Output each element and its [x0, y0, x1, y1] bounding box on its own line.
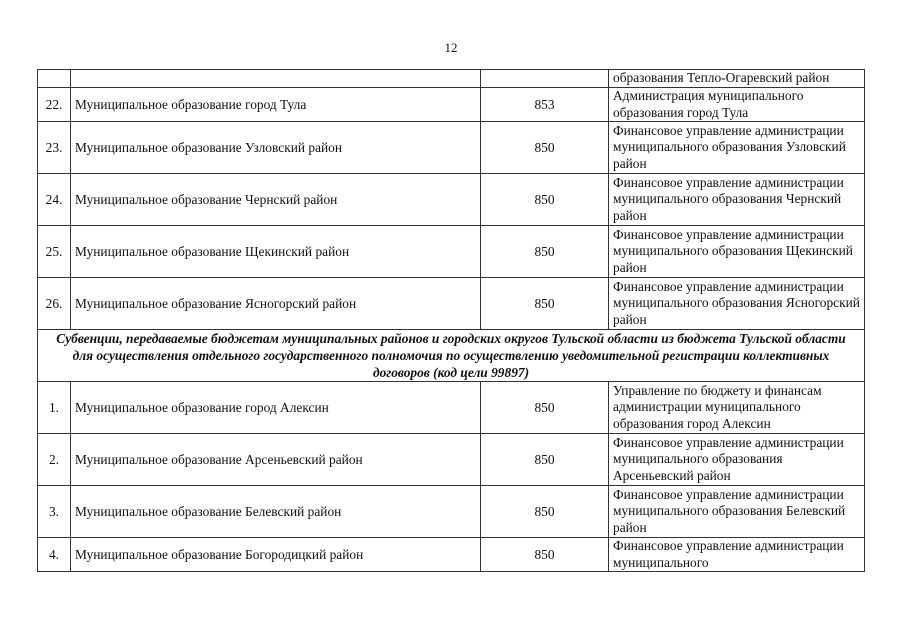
table-row [38, 486, 865, 538]
budget-code: 850 [481, 226, 609, 278]
page-number: 12 [444, 40, 458, 55]
table-row [38, 122, 865, 174]
row-number: 25. [38, 226, 71, 278]
municipality-name: Муниципальное образование Чернский район [71, 174, 481, 226]
administrator-name: Управление по бюджету и финансам администрации муниципального образования город Алексин [609, 382, 865, 434]
table-row [38, 434, 865, 486]
municipality-name: Муниципальное образование город Алексин [71, 382, 481, 434]
section-header-row [38, 330, 865, 382]
row-number: 1. [38, 382, 71, 434]
administrator-name: Администрация муниципального образования город Тула [609, 88, 865, 122]
administrator-name: образования Тепло-Огаревский район [609, 70, 865, 88]
table-row [38, 278, 865, 330]
administrator-name: Финансовое управление администрации муниципального образования Белевский район [609, 486, 865, 538]
table-row [38, 382, 865, 434]
administrator-name: Финансовое управление администрации муниципального образования Ясногорский район [609, 278, 865, 330]
section-title: Субвенции, передаваемые бюджетам муниципальных районов и городских округов Тульской области из бюджета Тульской области для осуществления отдельного государственного полномочия по осуществлению уведомительной регистрации коллективных договоров (код цели 99897) [38, 330, 865, 382]
budget-code: 850 [481, 538, 609, 572]
row-number: 3. [38, 486, 71, 538]
table-row [38, 70, 865, 88]
municipality-name: Муниципальное образование Белевский район [71, 486, 481, 538]
municipality-name: Муниципальное образование город Тула [71, 88, 481, 122]
budget-code: 850 [481, 122, 609, 174]
budget-code: 850 [481, 278, 609, 330]
municipality-name [71, 70, 481, 88]
budget-code: 850 [481, 382, 609, 434]
administrator-name: Финансовое управление администрации муниципального образования Арсеньевский район [609, 434, 865, 486]
table-row [38, 226, 865, 278]
row-number: 2. [38, 434, 71, 486]
municipality-name: Муниципальное образование Щекинский район [71, 226, 481, 278]
municipality-name: Муниципальное образование Узловский район [71, 122, 481, 174]
administrator-name: Финансовое управление администрации муниципального образования Щекинский район [609, 226, 865, 278]
row-number: 4. [38, 538, 71, 572]
municipality-name: Муниципальное образование Арсеньевский район [71, 434, 481, 486]
municipality-name: Муниципальное образование Богородицкий район [71, 538, 481, 572]
row-number: 23. [38, 122, 71, 174]
row-number: 24. [38, 174, 71, 226]
administrator-name: Финансовое управление администрации муниципального [609, 538, 865, 572]
allocation-table [37, 69, 865, 572]
table-row [38, 538, 865, 572]
municipality-name: Муниципальное образование Ясногорский район [71, 278, 481, 330]
budget-code: 850 [481, 434, 609, 486]
row-number: 26. [38, 278, 71, 330]
budget-code: 853 [481, 88, 609, 122]
administrator-name: Финансовое управление администрации муниципального образования Чернский район [609, 174, 865, 226]
table-row [38, 174, 865, 226]
row-number: 22. [38, 88, 71, 122]
budget-code [481, 70, 609, 88]
budget-code: 850 [481, 174, 609, 226]
budget-code: 850 [481, 486, 609, 538]
table-row [38, 88, 865, 122]
administrator-name: Финансовое управление администрации муниципального образования Узловский район [609, 122, 865, 174]
row-number [38, 70, 71, 88]
